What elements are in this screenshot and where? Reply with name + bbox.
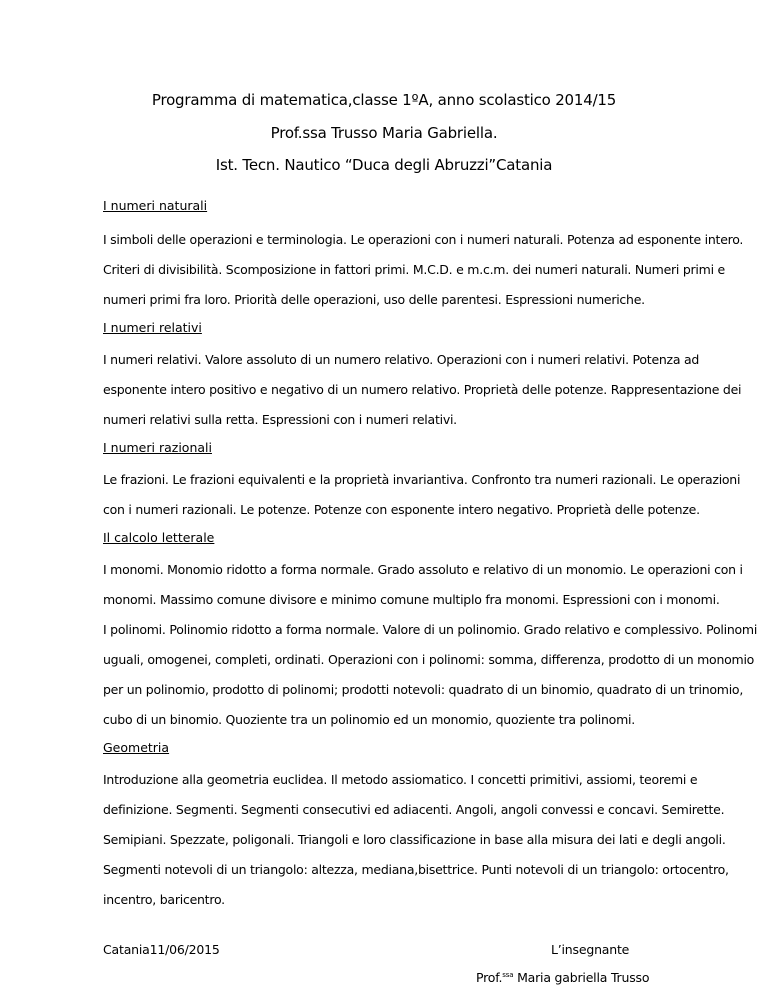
paragraph-line: numeri relativi sulla retta. Espressioni con i numeri relativi. [103, 412, 457, 427]
school-line: Ist. Tecn. Nautico “Duca degli Abruzzi”Catania [215, 156, 553, 174]
prof-prefix: Prof. [476, 970, 503, 985]
section-title-calcolo-letterale: Il calcolo letterale [103, 530, 215, 545]
paragraph-line: I simboli delle operazioni e terminologia. Le operazioni con i numeri naturali. Potenza ad esponente intero. [103, 232, 744, 247]
document-title: Programma di matematica,classe 1ºA, anno scolastico 2014/15 [151, 91, 617, 109]
prof-superscript: ssa [502, 970, 514, 979]
section-title-numeri-naturali: I numeri naturali [103, 198, 208, 213]
paragraph-line: uguali, omogenei, completi, ordinati. Operazioni con i polinomi: somma, differenza, prodotto di un monomio [103, 652, 755, 667]
signature-role: L’insegnante [551, 942, 630, 957]
paragraph-line: Segmenti notevoli di un triangolo: altezza, mediana,bisettrice. Punti notevoli di un triangolo: ortocentro, [103, 862, 729, 877]
paragraph-line: Semipiani. Spezzate, poligonali. Triangoli e loro classificazione in base alla misura dei lati e degli angoli. [103, 832, 726, 847]
paragraph-line: I monomi. Monomio ridotto a forma normale. Grado assoluto e relativo di un monomio. Le operazioni con i [103, 562, 743, 577]
paragraph-line: esponente intero positivo e negativo di un numero relativo. Proprietà delle potenze. Rappresentazione dei [103, 382, 742, 397]
paragraph-line: con i numeri razionali. Le potenze. Potenze con esponente intero negativo. Proprietà delle potenze. [103, 502, 700, 517]
section-title-geometria: Geometria [103, 740, 170, 755]
teacher-line: Prof.ssa Trusso Maria Gabriella. [270, 124, 498, 142]
section-title-numeri-relativi: I numeri relativi [103, 320, 202, 335]
prof-name: Maria gabriella Trusso [517, 970, 650, 985]
place-date: Catania11/06/2015 [103, 942, 220, 957]
paragraph-line: per un polinomio, prodotto di polinomi; prodotti notevoli: quadrato di un binomio, quadrato di un trinomio, [103, 682, 744, 697]
paragraph-line: cubo di un binomio. Quoziente tra un polinomio ed un monomio, quoziente tra polinomi. [103, 712, 635, 727]
paragraph-line: definizione. Segmenti. Segmenti consecutivi ed adiacenti. Angoli, angoli convessi e concavi. Semirette. [103, 802, 725, 817]
signature-name-line [476, 970, 649, 985]
paragraph-line: monomi. Massimo comune divisore e minimo comune multiplo fra monomi. Espressioni con i monomi. [103, 592, 720, 607]
paragraph-line: incentro, baricentro. [103, 892, 225, 907]
paragraph-line: Introduzione alla geometria euclidea. Il metodo assiomatico. I concetti primitivi, assiomi, teoremi e [103, 772, 698, 787]
paragraph-line: I polinomi. Polinomio ridotto a forma normale. Valore di un polinomio. Grado relativo e complessivo. Polinomi [103, 622, 758, 637]
paragraph-line: Le frazioni. Le frazioni equivalenti e la proprietà invariantiva. Confronto tra numeri razionali. Le operazioni [103, 472, 741, 487]
paragraph-line: I numeri relativi. Valore assoluto di un numero relativo. Operazioni con i numeri relativi. Potenza ad [103, 352, 700, 367]
paragraph-line: Criteri di divisibilità. Scomposizione in fattori primi. M.C.D. e m.c.m. dei numeri naturali. Numeri primi e [103, 262, 725, 277]
paragraph-line: numeri primi fra loro. Priorità delle operazioni, uso delle parentesi. Espressioni numeriche. [103, 292, 645, 307]
section-title-numeri-razionali: I numeri razionali [103, 440, 212, 455]
